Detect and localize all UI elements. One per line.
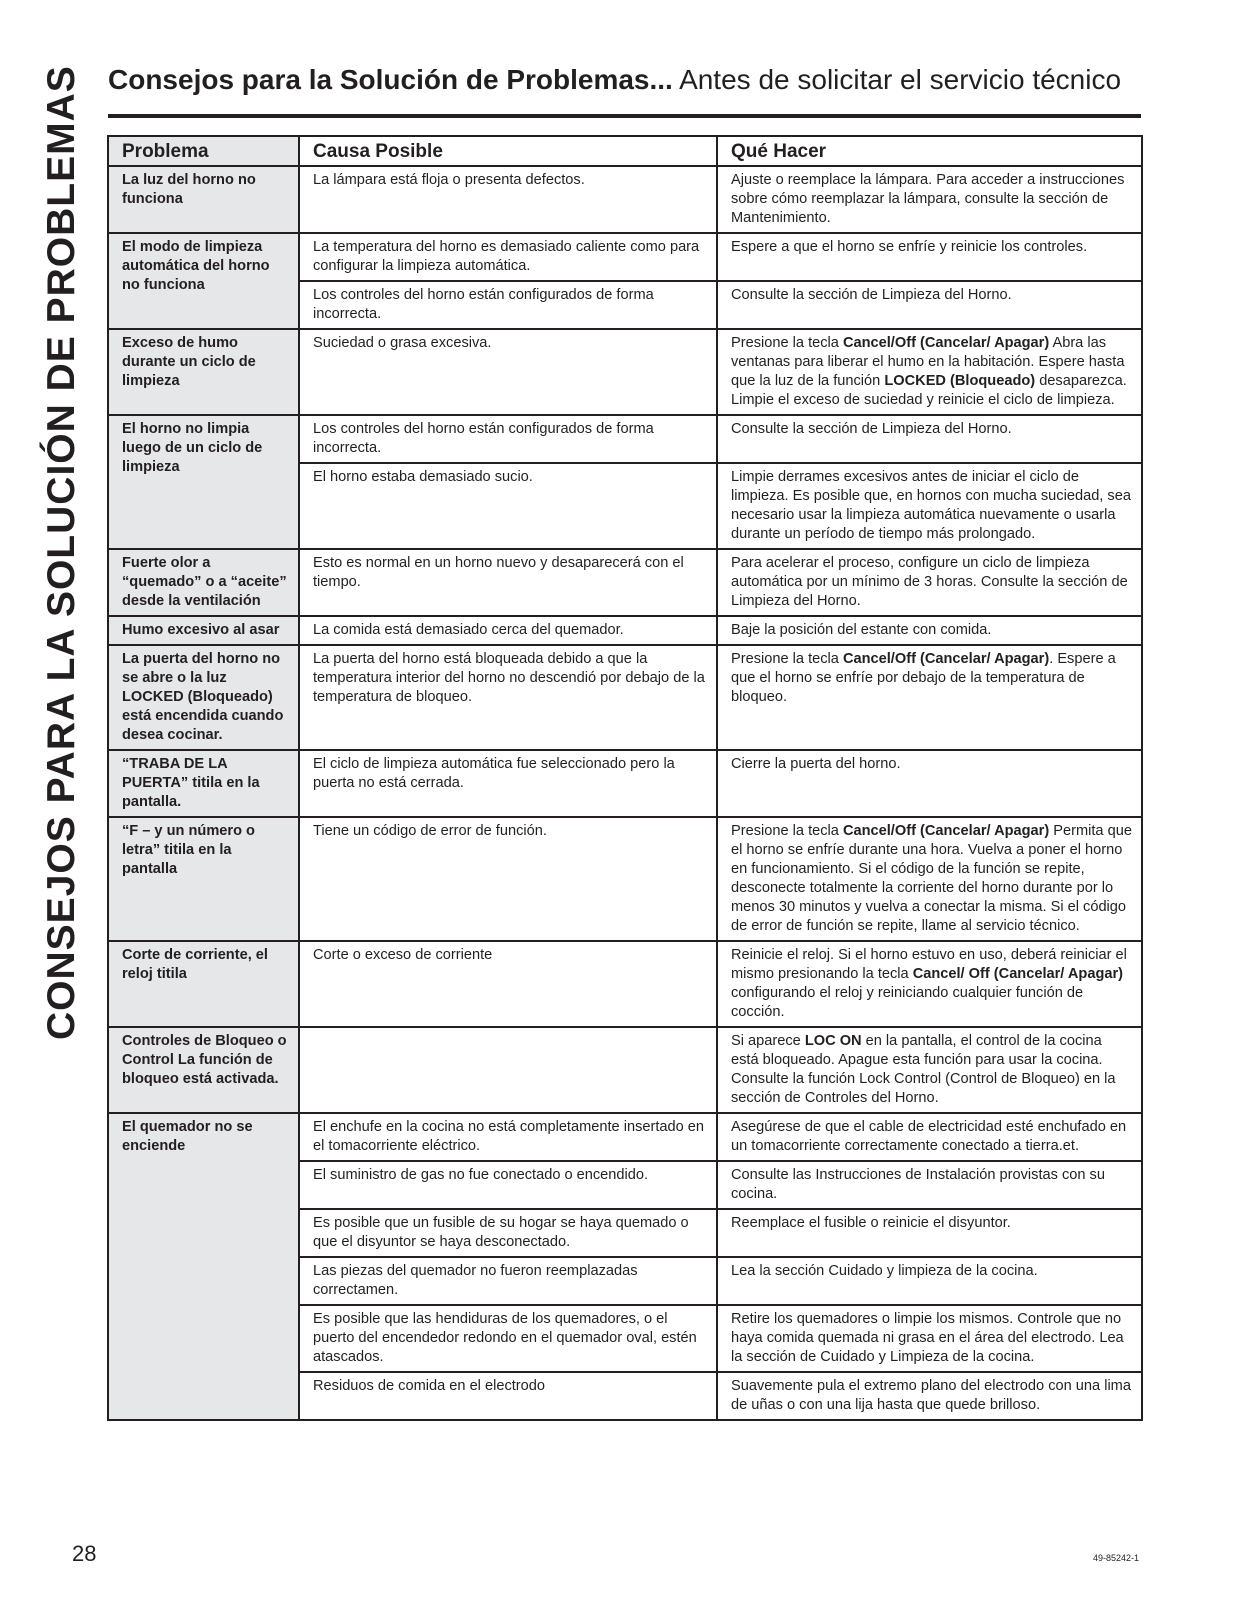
action-text: . Espere a que el horno se enfríe por debajo de la temperatura de bloqueo. bbox=[731, 651, 1116, 705]
cause-cell: Residuos de comida en el electrodo bbox=[299, 1372, 717, 1420]
action-emphasis: Cancel/Off (Cancelar/ Apagar) bbox=[842, 823, 1050, 839]
action-emphasis: Cancel/Off (Cancelar/ Apagar) bbox=[842, 651, 1050, 667]
action-text: Lea la sección Cuidado y limpieza de la cocina. bbox=[731, 1263, 1038, 1279]
cause-cell: La temperatura del horno es demasiado caliente como para configurar la limpieza automática. bbox=[299, 233, 717, 281]
cause-cell: La lámpara está floja o presenta defectos. bbox=[299, 166, 717, 233]
action-text: Consulte la sección de Limpieza del Horno. bbox=[731, 421, 1012, 437]
cause-cell bbox=[299, 1027, 717, 1113]
cause-cell: La comida está demasiado cerca del quemador. bbox=[299, 616, 717, 645]
cause-cell: El ciclo de limpieza automática fue seleccionado pero la puerta no está cerrada. bbox=[299, 750, 717, 817]
action-text: Retire los quemadores o limpie los mismos. Controle que no haya comida quemada ni grasa en el área del electrodo. Lea la sección de Cuidado y Limpieza de la cocina. bbox=[731, 1311, 1124, 1365]
problem-cell: La luz del horno no funciona bbox=[108, 166, 299, 233]
action-cell bbox=[717, 1209, 1142, 1257]
action-emphasis: Cancel/Off (Cancelar/ Apagar) bbox=[842, 335, 1050, 351]
table-row bbox=[108, 817, 1142, 941]
cause-cell: Las piezas del quemador no fueron reemplazadas correctamen. bbox=[299, 1257, 717, 1305]
action-cell bbox=[717, 415, 1142, 463]
troubleshooting-table bbox=[107, 135, 1143, 1421]
cause-cell: El enchufe en la cocina no está completamente insertado en el tomacorriente eléctrico. bbox=[299, 1113, 717, 1161]
action-cell bbox=[717, 1161, 1142, 1209]
cause-cell: Los controles del horno están configurados de forma incorrecta. bbox=[299, 281, 717, 329]
action-emphasis: LOC ON bbox=[804, 1033, 862, 1049]
header-causa-posible: Causa Posible bbox=[299, 136, 717, 166]
problem-cell: “F – y un número o letra” titila en la pantalla bbox=[108, 817, 299, 941]
action-text: Consulte la sección de Limpieza del Horno. bbox=[731, 287, 1012, 303]
page-title-bold: Consejos para la Solución de Problemas... bbox=[108, 64, 673, 95]
header-que-hacer: Qué Hacer bbox=[717, 136, 1142, 166]
table-row bbox=[108, 329, 1142, 415]
problem-cell: Humo excesivo al asar bbox=[108, 616, 299, 645]
cause-cell: Esto es normal en un horno nuevo y desaparecerá con el tiempo. bbox=[299, 549, 717, 616]
table-row bbox=[108, 645, 1142, 750]
header-problema: Problema bbox=[108, 136, 299, 166]
action-text: Presione la tecla bbox=[731, 823, 843, 839]
action-text: Presione la tecla bbox=[731, 335, 843, 351]
problem-cell: Fuerte olor a “quemado” o a “aceite” desde la ventilación bbox=[108, 549, 299, 616]
action-text: en la pantalla, el control de la cocina está bloqueado. Apague esta función para usar la cocina. Consulte la función Lock Control (Control de Bloqueo) en la sección de Controles del Horno. bbox=[731, 1033, 1116, 1106]
action-cell bbox=[717, 645, 1142, 750]
page-title bbox=[108, 64, 1121, 96]
action-text: Baje la posición del estante con comida. bbox=[731, 622, 992, 638]
action-cell bbox=[717, 329, 1142, 415]
action-text: Para acelerar el proceso, configure un ciclo de limpieza automática por un mínimo de 3 horas. Consulte la sección de Limpieza del Horno. bbox=[731, 555, 1128, 609]
cause-cell: La puerta del horno está bloqueada debido a que la temperatura interior del horno no descendió por debajo de la temperatura de bloqueo. bbox=[299, 645, 717, 750]
action-cell bbox=[717, 281, 1142, 329]
table-row bbox=[108, 750, 1142, 817]
action-cell bbox=[717, 750, 1142, 817]
table-row bbox=[108, 941, 1142, 1027]
table-header-row bbox=[108, 136, 1142, 166]
problem-cell: Corte de corriente, el reloj titila bbox=[108, 941, 299, 1027]
table-row bbox=[108, 415, 1142, 463]
problem-cell: La puerta del horno no se abre o la luz LOCKED (Bloqueado) está encendida cuando desea cocinar. bbox=[108, 645, 299, 750]
table-row bbox=[108, 1027, 1142, 1113]
cause-cell: El horno estaba demasiado sucio. bbox=[299, 463, 717, 549]
problem-cell: “TRABA DE LA PUERTA” titila en la pantalla. bbox=[108, 750, 299, 817]
problem-cell: Controles de Bloqueo o Control La función de bloqueo está activada. bbox=[108, 1027, 299, 1113]
action-text: Consulte las Instrucciones de Instalación provistas con su cocina. bbox=[731, 1167, 1105, 1202]
problem-cell: Exceso de humo durante un ciclo de limpieza bbox=[108, 329, 299, 415]
heading-rule bbox=[108, 114, 1141, 118]
table-row bbox=[108, 616, 1142, 645]
action-emphasis: Cancel/ Off (Cancelar/ Apagar) bbox=[912, 966, 1124, 982]
action-text: Presione la tecla bbox=[731, 651, 843, 667]
cause-cell: Corte o exceso de corriente bbox=[299, 941, 717, 1027]
action-cell bbox=[717, 817, 1142, 941]
action-text: configurando el reloj y reiniciando cualquier función de cocción. bbox=[731, 985, 1084, 1020]
problem-cell: El modo de limpieza automática del horno no funciona bbox=[108, 233, 299, 329]
action-cell bbox=[717, 233, 1142, 281]
action-text: Asegúrese de que el cable de electricidad esté enchufado en un tomacorriente correctamente conectado a tierra.et. bbox=[731, 1119, 1127, 1154]
action-text: Ajuste o reemplace la lámpara. Para acceder a instrucciones sobre cómo reemplazar la lámpara, consulte la sección de Mantenimiento. bbox=[731, 172, 1125, 226]
page-number: 28 bbox=[72, 1541, 97, 1566]
action-cell bbox=[717, 1257, 1142, 1305]
action-text: Espere a que el horno se enfríe y reinicie los controles. bbox=[731, 239, 1088, 255]
action-text: Si aparece bbox=[731, 1033, 805, 1049]
side-section-title: CONSEJOS PARA LA SOLUCIÓN DE PROBLEMAS bbox=[40, 65, 83, 1040]
table-row bbox=[108, 1113, 1142, 1161]
action-text: Limpie derrames excesivos antes de iniciar el ciclo de limpieza. Es posible que, en hornos con mucha suciedad, sea necesario usar la limpieza automática nuevamente o usarla durante un período de tiempo más prolongado. bbox=[731, 469, 1131, 542]
action-cell bbox=[717, 1027, 1142, 1113]
cause-cell: Los controles del horno están configurados de forma incorrecta. bbox=[299, 415, 717, 463]
table-row bbox=[108, 549, 1142, 616]
cause-cell: Suciedad o grasa excesiva. bbox=[299, 329, 717, 415]
action-cell bbox=[717, 1372, 1142, 1420]
problem-cell: El quemador no se enciende bbox=[108, 1113, 299, 1420]
action-cell bbox=[717, 549, 1142, 616]
table-row bbox=[108, 166, 1142, 233]
action-text: Abra las ventanas para liberar el humo en la habitación. Espere hasta que la luz de la función bbox=[731, 335, 1125, 389]
action-cell bbox=[717, 616, 1142, 645]
action-cell bbox=[717, 1113, 1142, 1161]
action-text: Suavemente pula el extremo plano del electrodo con una lima de uñas o con una lija hasta que quede brilloso. bbox=[731, 1378, 1131, 1413]
action-cell bbox=[717, 1305, 1142, 1372]
page-title-regular: Antes de solicitar el servicio técnico bbox=[672, 64, 1122, 95]
document-code: 49-85242-1 bbox=[1092, 1553, 1139, 1563]
table-row bbox=[108, 233, 1142, 281]
action-text: desaparezca. Limpie el exceso de suciedad y reinicie el ciclo de limpieza. bbox=[731, 373, 1127, 408]
action-cell bbox=[717, 463, 1142, 549]
problem-cell: El horno no limpia luego de un ciclo de limpieza bbox=[108, 415, 299, 549]
action-cell bbox=[717, 941, 1142, 1027]
cause-cell: Es posible que un fusible de su hogar se haya quemado o que el disyuntor se haya desconectado. bbox=[299, 1209, 717, 1257]
table-body bbox=[108, 166, 1142, 1420]
action-text: Cierre la puerta del horno. bbox=[731, 756, 901, 772]
action-text: Reinicie el reloj. Si el horno estuvo en uso, deberá reiniciar el mismo presionando la tecla bbox=[731, 947, 1127, 982]
cause-cell: Tiene un código de error de función. bbox=[299, 817, 717, 941]
cause-cell: Es posible que las hendiduras de los quemadores, o el puerto del encendedor redondo en el quemador oval, estén atascados. bbox=[299, 1305, 717, 1372]
action-text: Permita que el horno se enfríe durante una hora. Vuelva a poner el horno en funcionamiento. Si el código de la función se repite, desconecte totalmente la corriente del horno durante por lo menos 30 minutos y vuelva a conectar la misma. Si el código de error de función se repite, llame al servicio técnico. bbox=[731, 823, 1132, 934]
action-text: Reemplace el fusible o reinicie el disyuntor. bbox=[731, 1215, 1011, 1231]
action-cell bbox=[717, 166, 1142, 233]
action-emphasis: LOCKED (Bloqueado) bbox=[884, 373, 1036, 389]
cause-cell: El suministro de gas no fue conectado o encendido. bbox=[299, 1161, 717, 1209]
